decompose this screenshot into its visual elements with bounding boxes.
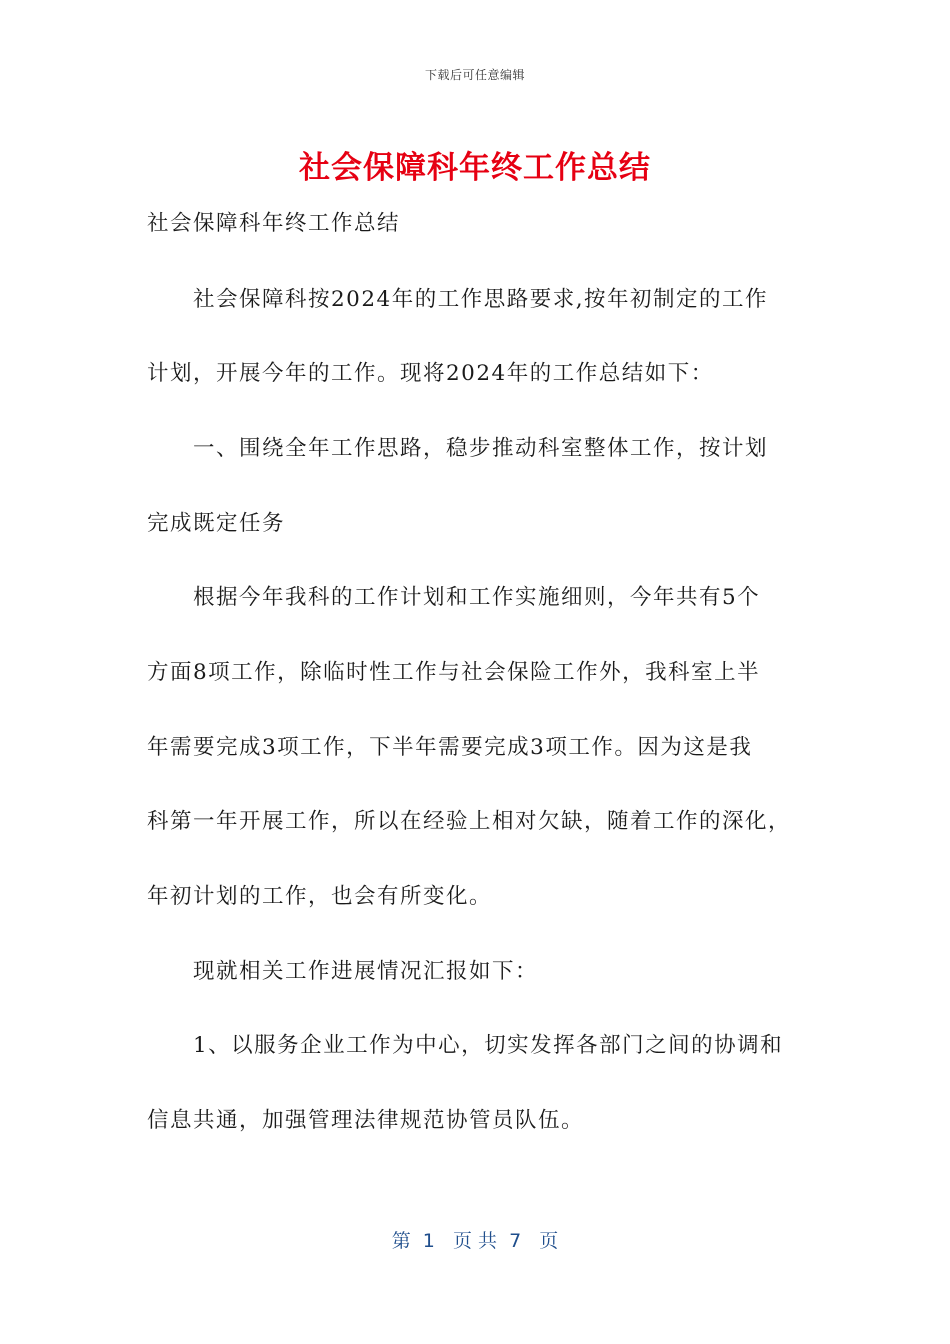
paragraph-line: 科第一年开展工作，所以在经验上相对欠缺，随着工作的深化， — [147, 809, 792, 834]
section-heading-line: 完成既定任务 — [147, 511, 286, 536]
section-heading-line: 一、围绕全年工作思路，稳步推动科室整体工作，按计划 — [193, 436, 769, 461]
paragraph-line: 社会保障科按2024年的工作思路要求,按年初制定的工作 — [193, 287, 769, 312]
list-item-line: 信息共通，加强管理法律规范协管员队伍。 — [147, 1108, 585, 1133]
page-header-note: 下载后可任意编辑 — [424, 68, 525, 82]
document-title: 社会保障科年终工作总结 — [299, 150, 651, 186]
paragraph-line: 年初计划的工作，也会有所变化。 — [147, 884, 493, 909]
paragraph-line: 现就相关工作进展情况汇报如下： — [193, 959, 539, 984]
paragraph-line: 计划，开展今年的工作。现将2024年的工作总结如下： — [147, 361, 714, 386]
paragraph-line: 年需要完成3项工作，下半年需要完成3项工作。因为这是我 — [147, 735, 753, 760]
paragraph-line: 根据今年我科的工作计划和工作实施细则，今年共有5个 — [193, 585, 761, 610]
page-number-footer: 第 1 页 共 7 页 — [391, 1230, 559, 1252]
paragraph-line: 方面8项工作，除临时性工作与社会保险工作外，我科室上半 — [147, 660, 761, 685]
subtitle-line: 社会保障科年终工作总结 — [147, 211, 401, 236]
list-item-line: 1、以服务企业工作为中心，切实发挥各部门之间的协调和 — [193, 1033, 784, 1058]
